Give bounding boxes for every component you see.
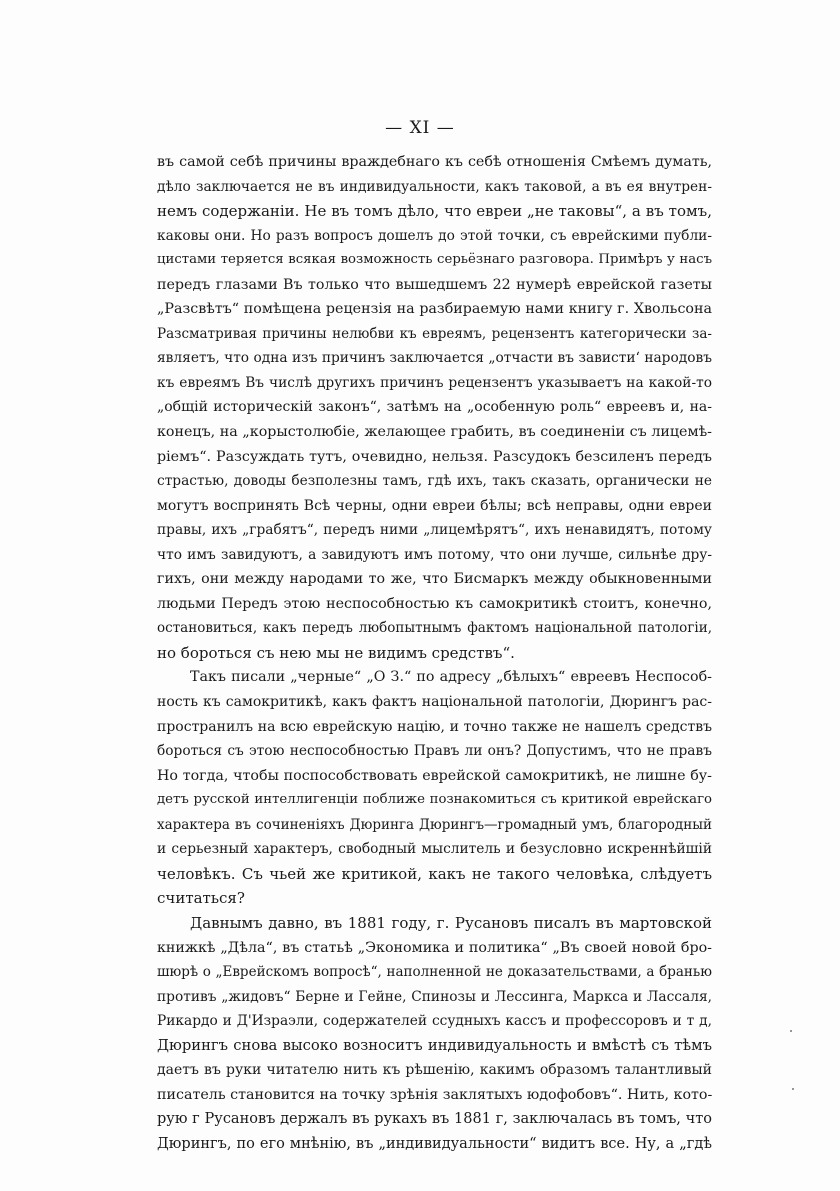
text-line: являетъ, что одна изъ причинъ заключается „отчасти въ зависти‘ народовъ <box>157 350 712 367</box>
text-line: Такъ писали „черные“ „О З.“ по адресу „бѣлыхъ“ евреевъ Неспособ- <box>190 669 712 686</box>
text-line: книжкѣ „Дѣла“, въ статьѣ „Экономика и политика“ „Въ своей новой бро- <box>157 939 712 956</box>
text-line: и серьезный характеръ, свободный мыслитель и безусловно искреннѣйшій <box>157 841 712 858</box>
body-text <box>157 150 712 1156</box>
text-line: дѣло заключается не въ индивидуальности, какъ таковой, а въ ея внутрен- <box>157 178 712 195</box>
text-line: немъ содержаніи. Не въ томъ дѣло, что евреи „не таковы“, а въ томъ, <box>157 202 712 221</box>
text-line: конецъ, на „корыстолюбіе, желающее грабить, въ соединеніи съ лицемѣ- <box>157 424 712 441</box>
text-line: противъ „жидовъ“ Берне и Гейне, Спинозы и Лессинга, Маркса и Лассаля, <box>157 988 712 1005</box>
text-line: но бороться съ нею мы не видимъ средствъ“. <box>157 643 515 662</box>
text-line: шюрѣ о „Еврейскомъ вопросѣ“, наполненной не доказательствами, а бранью <box>157 964 712 981</box>
text-line: остановиться, какъ передъ любопытнымъ фактомъ національной патологіи, <box>157 620 712 637</box>
text-line: детъ русской интеллигенціи поближе познакомиться съ критикой еврейскаго <box>157 792 712 808</box>
text-line: пространилъ на всю еврейскую націю, и точно также не нашелъ средствъ <box>157 718 712 735</box>
text-line: Разсматривая причины нелюбви къ евреямъ, рецензентъ категорически за- <box>157 325 712 342</box>
text-line: могутъ воспринять Всѣ черны, одни евреи бѣлы; всѣ неправы, одни евреи <box>157 497 712 514</box>
text-line: Дюрингъ снова высоко возноситъ индивидуальность и вмѣстѣ съ тѣмъ <box>157 1036 712 1054</box>
text-line: гихъ, они между народами то же, что Бисмаркъ между обыкновенными <box>157 571 712 588</box>
text-line: каковы они. Но разъ вопросъ дошелъ до этой точки, съ еврейскими публи- <box>157 227 712 244</box>
text-line: „Разсвѣтъ“ помѣщена рецензія на разбираемую нами книгу г. Хвольсона <box>157 301 712 318</box>
text-line: что имъ завидуютъ, а завидуютъ имъ потому, что они лучше, сильнѣе дру- <box>157 546 712 563</box>
text-line: къ евреямъ Въ числѣ другихъ причинъ рецензентъ указываетъ на какой-то <box>157 374 712 391</box>
text-line: ность къ самокритикѣ, какъ фактъ національной патологіи, Дюрингъ рас- <box>157 694 712 711</box>
text-line: Давнымъ давно, въ 1881 году, г. Русановъ писалъ въ мартовской <box>190 913 712 932</box>
text-line: бороться съ этою неспособностью Правъ ли онъ? Допустимъ, что не правъ <box>157 743 712 760</box>
text-line: цистами теряется всякая возможность серьёзнаго разговора. Примѣръ у насъ <box>157 252 712 268</box>
text-line: страстью, доводы безполезны тамъ, гдѣ ихъ, такъ сказать, органически не <box>157 473 712 490</box>
text-line: „общій историческій законъ“, затѣмъ на „особенную роль“ евреевъ и, на- <box>157 399 712 416</box>
text-line: рую г Русановъ держалъ въ рукахъ въ 1881 г, заключалась въ томъ, что <box>157 1111 712 1128</box>
text-line: передъ глазами Въ только что вышедшемъ 22 нумерѣ еврейской газеты <box>157 276 712 293</box>
text-line: Дюрингъ, по его мнѣнію, въ „индивидуальности“ видитъ все. Ну, а „гдѣ <box>157 1135 712 1152</box>
text-line: ріемъ“. Разсуждать тутъ, очевидно, нельзя. Разсудокъ безсиленъ передъ <box>157 448 712 465</box>
text-line: характера въ сочиненіяхъ Дюринга Дюрингъ—громадный умъ, благородный <box>157 816 712 833</box>
text-line: человѣкъ. Съ чьей же критикой, какъ не такого человѣка, слѣдуетъ <box>157 864 712 883</box>
scan-speck <box>792 1088 794 1090</box>
scan-speck <box>790 1030 792 1032</box>
text-line: считаться? <box>157 889 245 908</box>
text-line: правы, ихъ „грабятъ“, передъ ними „лицемѣрятъ“, ихъ ненавидятъ, потому <box>157 522 712 539</box>
text-line: писатель становится на точку зрѣнія заклятыхъ юдофобовъ“. Нить, кото- <box>157 1086 713 1103</box>
text-line: въ самой себѣ причины враждебнаго къ себѣ отношенія Смѣемъ думать, <box>157 154 712 170</box>
text-line: Рикардо и Д'Израэли, содержателей ссудныхъ кассъ и профессоровъ и т д, <box>157 1013 712 1030</box>
text-line: людьми Передъ этою неспособностью къ самокритикѣ стоитъ, конечно, <box>157 595 712 612</box>
page-number: — XI — <box>385 118 455 138</box>
text-line: Но тогда, чтобы поспособствовать еврейской самокритикѣ, не лишне бу- <box>157 767 712 784</box>
text-line: даетъ въ руки читателю нить къ рѣшенію, какимъ образомъ талантливый <box>157 1062 712 1079</box>
